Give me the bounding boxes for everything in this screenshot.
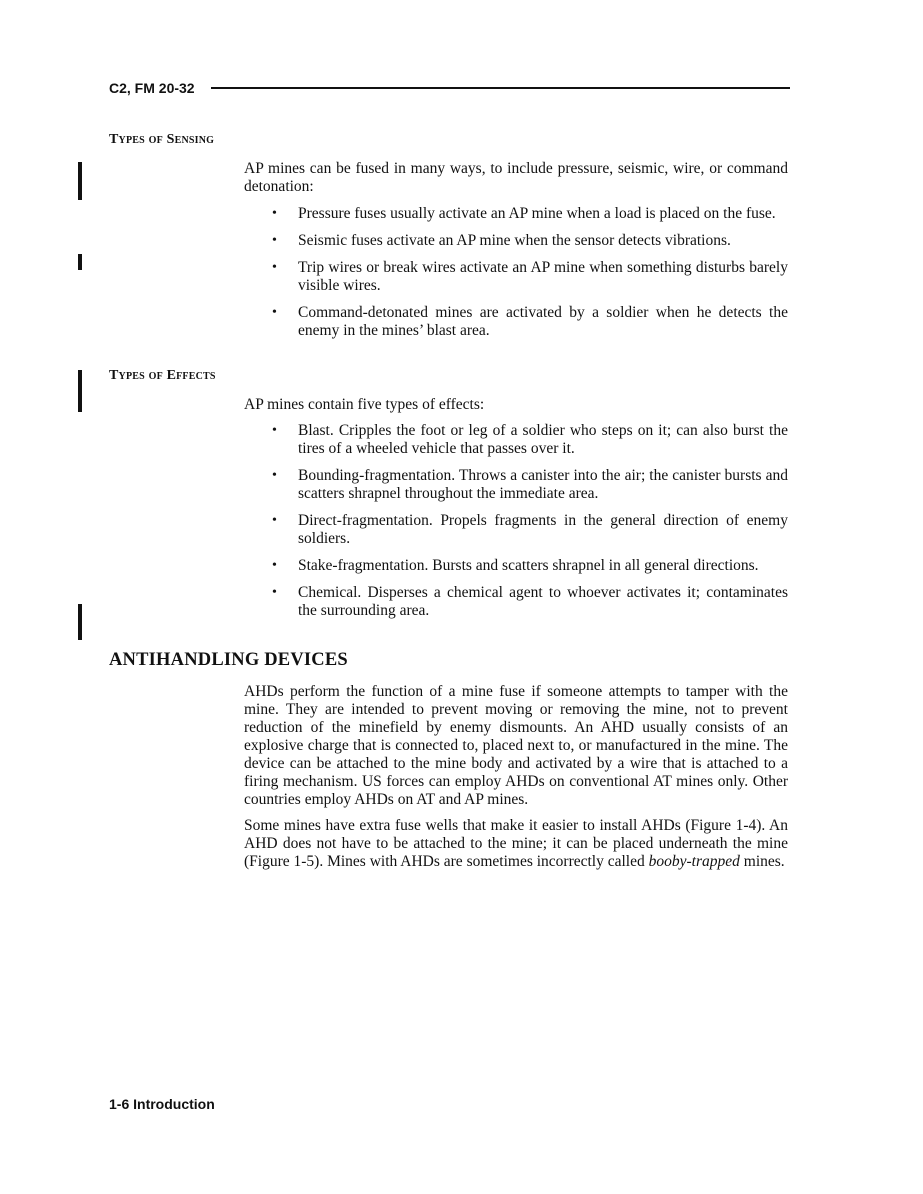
list-item-text: Bounding-fragmentation. Throws a canister into the air; the canister bursts and scatters shrapnel throughout the immediate area. <box>298 467 788 502</box>
page-footer: 1-6 Introduction <box>109 1096 215 1112</box>
header-label: C2, FM 20-32 <box>109 80 195 96</box>
list-item <box>244 205 788 223</box>
list-item-text: Blast. Cripples the foot or leg of a soldier who steps on it; can also burst the tires of a wheeled vehicle that passes over it. <box>298 422 788 457</box>
list-item <box>244 422 788 458</box>
change-bar <box>78 254 82 270</box>
bullet-icon: • <box>272 206 277 221</box>
emphasis-text: booby-trapped <box>648 853 740 870</box>
list-item <box>244 259 788 295</box>
list-item <box>244 557 788 575</box>
bullet-icon: • <box>272 260 277 275</box>
bullet-icon: • <box>272 233 277 248</box>
list-item-text: Command-detonated mines are activated by a soldier when he detects the enemy in the mines’ blast area. <box>298 304 788 339</box>
list-item-text: Stake-fragmentation. Bursts and scatters shrapnel in all general directions. <box>298 557 759 574</box>
list-item <box>244 467 788 503</box>
antihandling-body <box>244 683 788 871</box>
list-item-text: Pressure fuses usually activate an AP mine when a load is placed on the fuse. <box>298 205 776 222</box>
section-heading-effects: Types of Effects <box>109 368 216 383</box>
paragraph-text: mines. <box>739 853 785 870</box>
change-bar <box>78 162 82 200</box>
page-header <box>109 78 790 98</box>
sensing-intro <box>244 160 788 196</box>
bullet-icon: • <box>272 305 277 320</box>
effects-bullet-list <box>244 422 788 629</box>
list-item <box>244 512 788 548</box>
bullet-icon: • <box>272 585 277 600</box>
list-item <box>244 232 788 250</box>
change-bar <box>78 370 82 412</box>
list-item-text: Seismic fuses activate an AP mine when the sensor detects vibrations. <box>298 232 731 249</box>
paragraph: AP mines contain five types of effects: <box>244 396 485 413</box>
list-item-text: Chemical. Disperses a chemical agent to whoever activates it; contaminates the surrounding area. <box>298 584 788 619</box>
section-heading-sensing: Types of Sensing <box>109 132 215 147</box>
paragraph-text: Some mines have extra fuse wells that make it easier to install AHDs (Figure 1-4). An AHD does not have to be attached to the mine; it can be placed underneath the mine (Figure 1-5). Mines with AHDs are sometimes incorrectly called <box>244 817 788 870</box>
bullet-icon: • <box>272 468 277 483</box>
bullet-icon: • <box>272 558 277 573</box>
list-item <box>244 304 788 340</box>
change-bar <box>78 604 82 640</box>
bullet-icon: • <box>272 513 277 528</box>
list-item-text: Direct-fragmentation. Propels fragments in the general direction of enemy soldiers. <box>298 512 788 547</box>
paragraph: AP mines can be fused in many ways, to include pressure, seismic, wire, or command detonation: <box>244 160 788 195</box>
paragraph: AHDs perform the function of a mine fuse if someone attempts to tamper with the mine. They are intended to prevent moving or removing the mine, not to prevent reduction of the minefield by enemy dismounts. An AHD usually consists of an explosive charge that is connected to, placed next to, or manufactured in the mine. The device can be attached to the mine body and activated by a wire that is attached to a firing mechanism. US forces can employ AHDs on conventional AT mines only. Other countries employ AHDs on AT and AP mines. <box>244 683 788 808</box>
effects-intro <box>244 396 788 414</box>
sensing-bullet-list <box>244 205 788 349</box>
list-item-text: Trip wires or break wires activate an AP mine when something disturbs barely visible wires. <box>298 259 788 294</box>
bullet-icon: • <box>272 423 277 438</box>
paragraph <box>244 817 788 871</box>
header-rule <box>211 87 790 89</box>
list-item <box>244 584 788 620</box>
section-heading-antihandling: ANTIHANDLING DEVICES <box>109 650 348 670</box>
